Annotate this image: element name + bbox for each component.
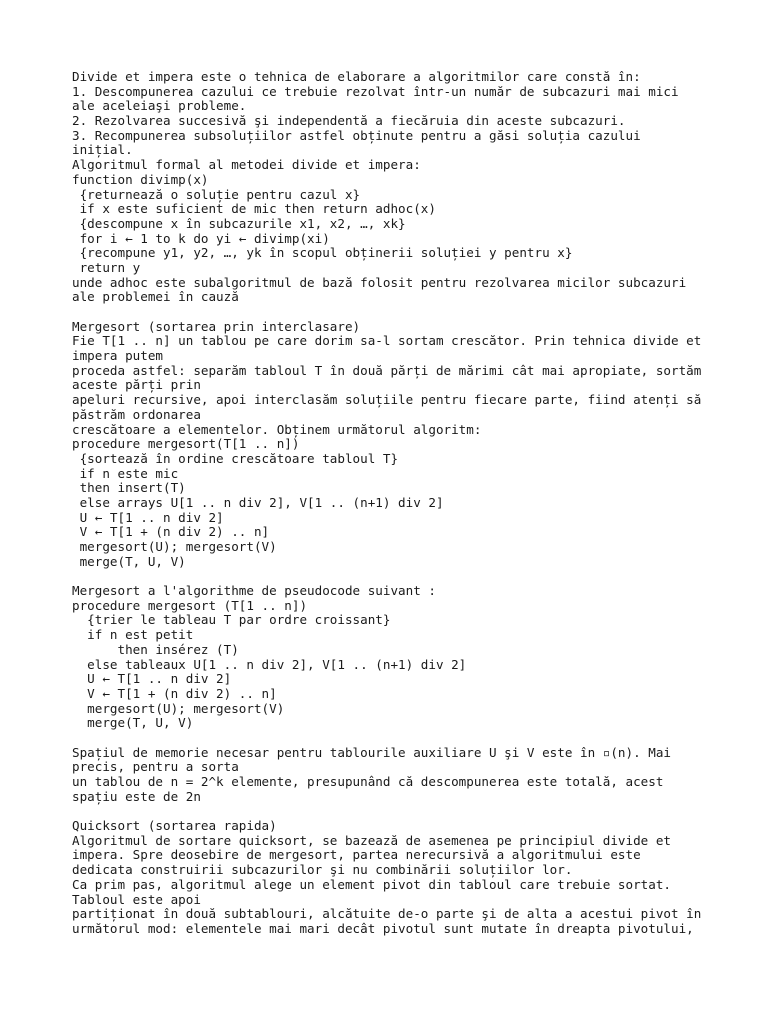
text-line: inițial.	[72, 142, 133, 158]
text-line: mergesort(U); mergesort(V)	[72, 700, 285, 716]
text-line: spațiu este de 2n	[72, 788, 201, 804]
text-line: 3. Recompunerea subsoluțiilor astfel obținute pentru a găsi soluția cazului	[72, 127, 641, 143]
text-line: {returnează o soluție pentru cazul x}	[72, 186, 361, 202]
text-line	[72, 305, 760, 320]
text-line: function divimp(x)	[72, 171, 209, 187]
text-line: else arrays U[1 .. n div 2], V[1 .. (n+1) div 2]	[72, 494, 444, 510]
text-line: if n est petit	[72, 627, 194, 643]
text-line: Algoritmul formal al metodei divide et impera:	[72, 157, 421, 173]
text-line: unde adhoc este subalgoritmul de bază folosit pentru rezolvarea micilor subcazuri	[72, 274, 687, 290]
text-line: precis, pentru a sorta	[72, 759, 239, 775]
text-line: Algoritmul de sortare quicksort, se bazează de asemenea pe principiul divide et	[72, 832, 671, 848]
text-line: crescătoare a elementelor. Obținem următorul algoritm:	[72, 421, 482, 437]
text-line: 2. Rezolvarea succesivă şi independentă a fiecăruia din aceste subcazuri.	[72, 113, 626, 129]
text-line: 1. Descompunerea cazului ce trebuie rezolvat într-un număr de subcazuri mai mici	[72, 83, 679, 99]
text-line: {descompune x în subcazurile x1, x2, …, xk}	[72, 215, 406, 231]
text-line: dedicata construirii subcazurilor şi nu combinării soluțiilor lor.	[72, 862, 573, 878]
text-line: apeluri recursive, apoi interclasăm soluțiile pentru fiecare parte, fiind atenți să	[72, 392, 702, 408]
text-line: următorul mod: elementele mai mari decât pivotul sunt mutate în dreapta pivotului,	[72, 920, 694, 936]
text-line: {recompune y1, y2, …, yk în scopul obținerii soluției y pentru x}	[72, 245, 573, 261]
text-line: partiționat în două subtablouri, alcătuite de-o parte şi de alta a acestui pivot în	[72, 906, 702, 922]
text-line: if x este suficient de mic then return adhoc(x)	[72, 201, 436, 217]
text-line: procedure mergesort(T[1 .. n])	[72, 436, 300, 452]
text-line: else tableaux U[1 .. n div 2], V[1 .. (n+1) div 2]	[72, 656, 467, 672]
text-line: Spațiul de memorie necesar pentru tablourile auxiliare U şi V este în ▫(n). Mai	[72, 744, 671, 760]
text-line: aceste părți prin	[72, 377, 201, 393]
text-line: proceda astfel: separăm tabloul T în două părți de mărimi cât mai apropiate, sortăm	[72, 362, 702, 378]
text-line: U ← T[1 .. n div 2]	[72, 671, 232, 687]
text-line: procedure mergesort (T[1 .. n])	[72, 597, 308, 613]
text-line: merge(T, U, V)	[72, 553, 186, 569]
text-line: Tabloul este apoi	[72, 891, 201, 907]
text-line: V ← T[1 + (n div 2) .. n]	[72, 524, 270, 540]
text-line: {sortează în ordine crescătoare tabloul T}	[72, 450, 399, 466]
text-line: Divide et impera este o tehnica de elaborare a algoritmilor care constă în:	[72, 70, 641, 84]
text-line	[72, 569, 760, 584]
text-line: impera. Spre deosebire de mergesort, partea nerecursivă a algoritmului este	[72, 847, 641, 863]
text-line: U ← T[1 .. n div 2]	[72, 509, 224, 525]
text-line: for i ← 1 to k do yi ← divimp(xi)	[72, 230, 330, 246]
text-line: ale problemei în cauză	[72, 289, 239, 305]
text-line: then insérez (T)	[72, 641, 239, 657]
text-line: păstrăm ordonarea	[72, 406, 201, 422]
text-line: ale aceleiaşi probleme.	[72, 98, 247, 114]
text-line: Quicksort (sortarea rapida)	[72, 818, 277, 834]
text-line	[72, 731, 760, 746]
text-line: V ← T[1 + (n div 2) .. n]	[72, 685, 277, 701]
text-line: Mergesort a l'algorithme de pseudocode suivant :	[72, 583, 436, 599]
text-line: impera putem	[72, 348, 163, 364]
text-line: then insert(T)	[72, 480, 186, 496]
text-line: Ca prim pas, algoritmul alege un element pivot din tabloul care trebuie sortat.	[72, 876, 671, 892]
text-line: un tablou de n = 2^k elemente, presupunând că descompunerea este totală, acest	[72, 774, 664, 789]
text-line: mergesort(U); mergesort(V)	[72, 539, 277, 554]
document-text	[72, 70, 760, 937]
text-line: Mergesort (sortarea prin interclasare)	[72, 318, 361, 334]
text-line: if n este mic	[72, 465, 179, 481]
text-line: {trier le tableau T par ordre croissant}	[72, 612, 391, 628]
text-line	[72, 804, 760, 819]
text-line: return y	[72, 259, 141, 275]
text-line: Fie T[1 .. n] un tablou pe care dorim sa-l sortam crescător. Prin tehnica divide et	[72, 333, 702, 349]
text-line: merge(T, U, V)	[72, 715, 194, 731]
